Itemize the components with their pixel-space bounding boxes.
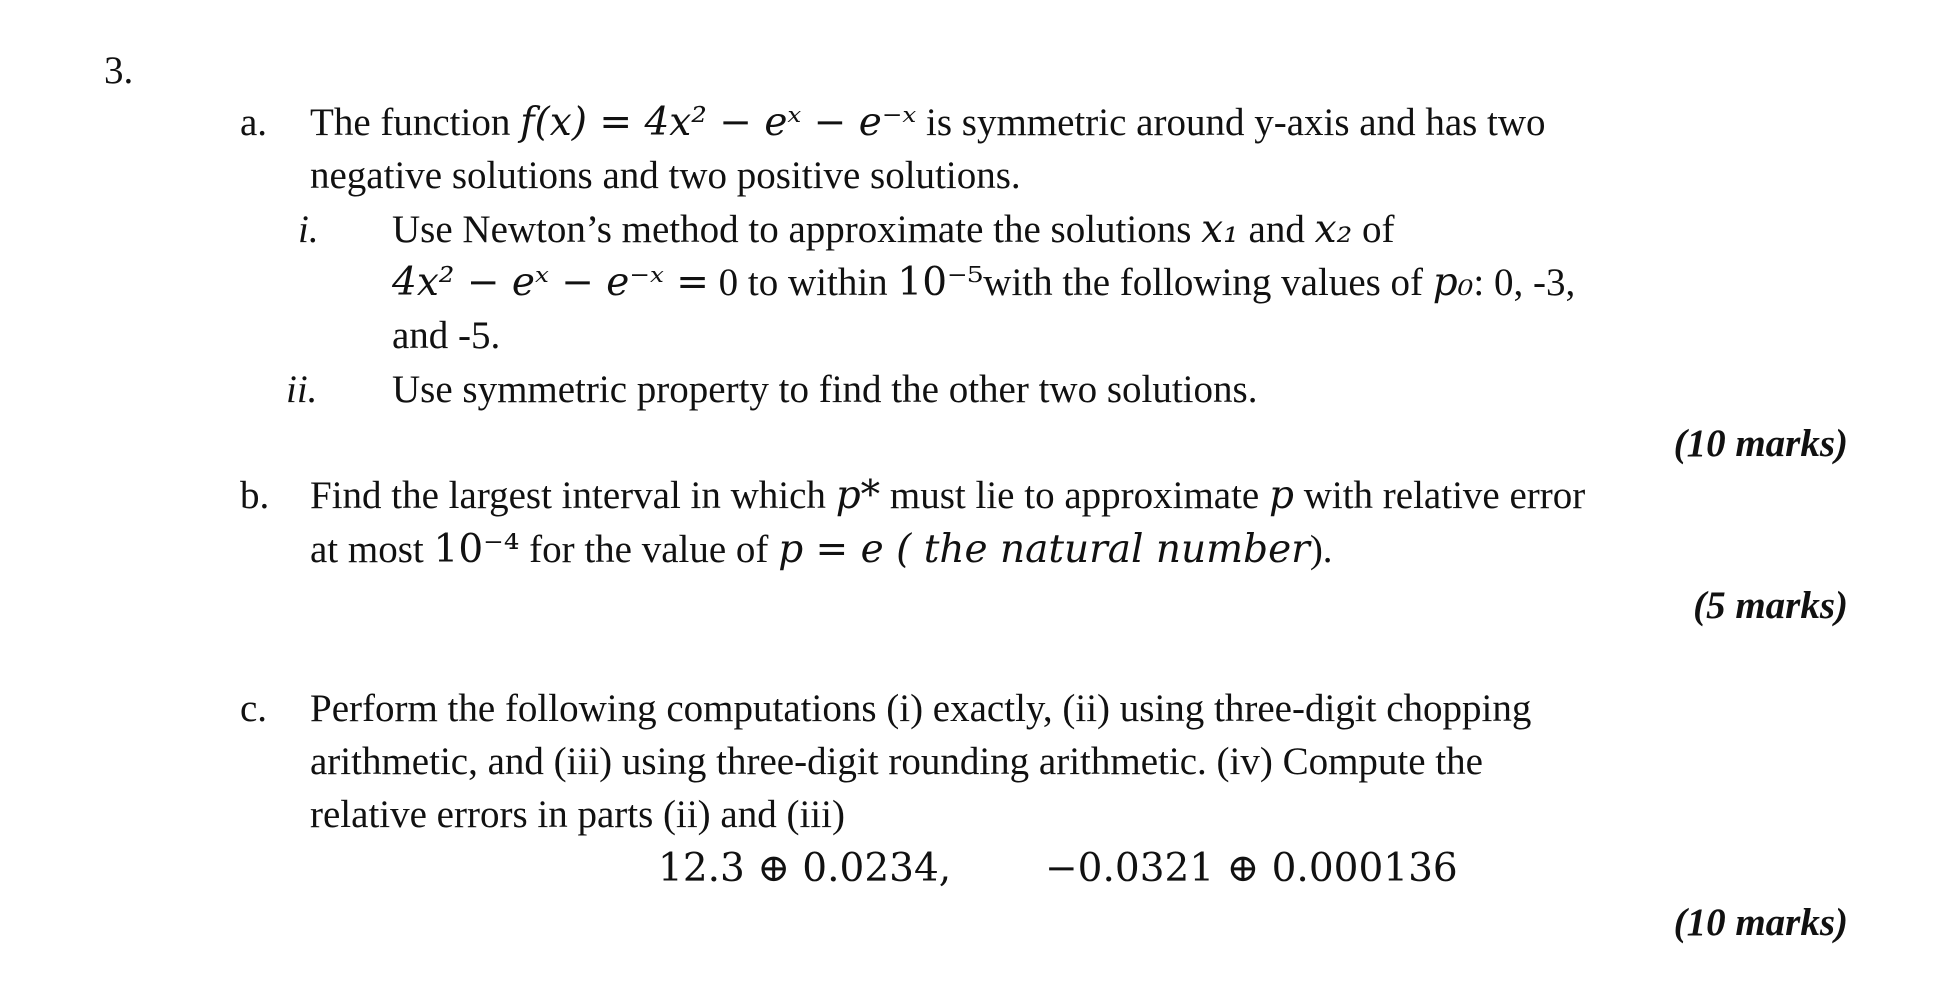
part-b-text: Find the largest interval in which: [310, 474, 836, 517]
part-a-ii-label: ii.: [286, 368, 318, 411]
part-b-line-2: [310, 527, 1333, 574]
pstar-symbol: p*: [835, 473, 881, 518]
part-a-i-line-2: [392, 260, 1575, 307]
part-c-line-1: Perform the following computations (i) exactly, (ii) using three-digit chopping: [310, 687, 1532, 730]
and-text: and: [1238, 208, 1315, 251]
part-c-marks: (10 marks): [1673, 901, 1848, 944]
part-a-i-text: Use Newton’s method to approximate the solutions: [392, 208, 1202, 251]
tolerance-value: 10⁻⁵: [897, 260, 984, 305]
part-a-i-label: i.: [298, 208, 319, 251]
part-a-text: The function: [310, 101, 521, 144]
closing-text: ).: [1309, 528, 1333, 571]
part-b-marks: (5 marks): [1693, 584, 1848, 627]
question-number: 3.: [104, 49, 134, 92]
part-a-line-2: negative solutions and two positive solutions.: [310, 154, 1021, 197]
part-a-ii-text: Use symmetric property to find the other two solutions.: [392, 368, 1258, 411]
part-a-line-1: [310, 100, 1546, 147]
part-c-label: c.: [240, 687, 268, 730]
p-equals-e: p = e ( the natural number: [778, 527, 1310, 572]
part-a-text-cont: is symmetric around y-axis and has two: [916, 101, 1546, 144]
part-c-line-3: relative errors in parts (ii) and (iii): [310, 793, 845, 836]
for-value-text: for the value of: [519, 528, 779, 571]
part-a-i-line-1: [392, 207, 1394, 254]
p-symbol: p: [1269, 473, 1294, 518]
x2-symbol: x₂: [1314, 207, 1353, 252]
within-text: 0 to within: [708, 261, 898, 304]
part-a-function-equation: f(x) = 4x² − eˣ − e⁻ˣ: [520, 100, 917, 145]
part-a-marks: (10 marks): [1673, 422, 1848, 465]
x1-symbol: x₁: [1201, 207, 1239, 252]
computation-1: 12.3 ⊕ 0.0234,: [658, 846, 952, 891]
part-b-label: b.: [240, 474, 270, 517]
p0-values: : 0, -3,: [1473, 261, 1576, 304]
following-values-text: with the following values of: [983, 261, 1433, 304]
of-text: of: [1352, 208, 1395, 251]
part-a-label: a.: [240, 101, 268, 144]
at-most-text: at most: [310, 528, 434, 571]
part-c-line-2: arithmetic, and (iii) using three-digit rounding arithmetic. (iv) Compute the: [310, 740, 1483, 783]
newton-equation: 4x² − eˣ − e⁻ˣ =: [392, 260, 709, 305]
error-bound: 10⁻⁴: [433, 527, 520, 572]
part-b-line-1: [310, 473, 1585, 520]
part-b-text-post: with relative error: [1293, 474, 1586, 517]
part-a-i-line-3: and -5.: [392, 314, 501, 357]
p0-symbol: p₀: [1432, 260, 1474, 305]
computation-2: −0.0321 ⊕ 0.000136: [1045, 846, 1458, 891]
part-b-text-mid: must lie to approximate: [880, 474, 1269, 517]
